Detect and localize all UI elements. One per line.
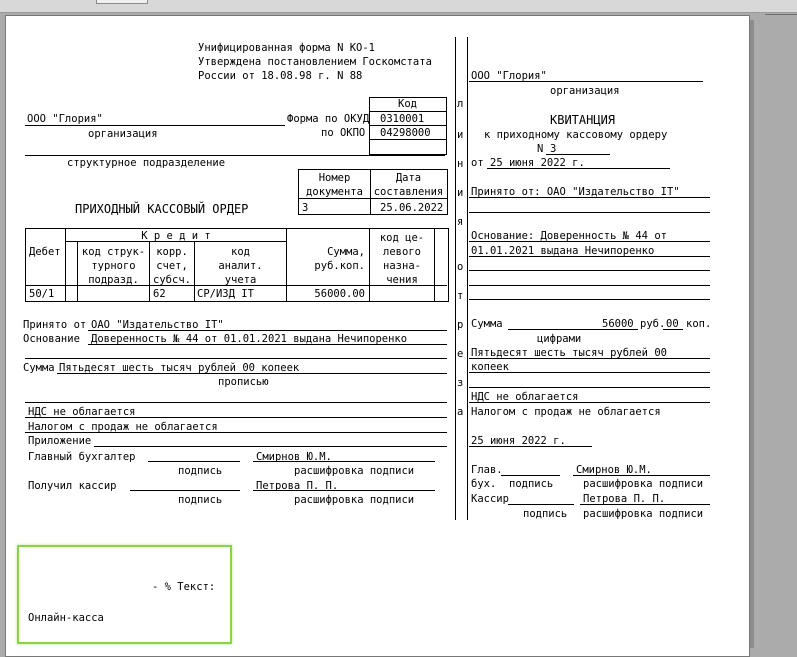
receipt-number-underline: [546, 154, 610, 155]
col-target-2: левого: [383, 246, 421, 258]
cut-letter-1: л: [457, 98, 464, 110]
doc-date-header-1: Дата: [395, 172, 422, 184]
receipt-org-underline: [469, 81, 703, 82]
text-box-line2: Онлайн-касса: [28, 612, 104, 624]
receipt-kop-underline: [663, 329, 683, 330]
receipt-sum-label: Сумма: [471, 318, 503, 330]
col-analit-2: аналит.: [218, 260, 263, 272]
okud-label: Форма по ОКУД: [287, 113, 370, 125]
online-kassa-text-box[interactable]: [17, 545, 232, 644]
chief-name-line: [253, 461, 435, 462]
col-corr-2: счет,: [156, 260, 188, 272]
doc-date: 25.06.2022: [380, 202, 444, 214]
receipt-underline: [469, 372, 710, 373]
cashier-label: Получил кассир: [28, 480, 117, 492]
receipt-sum-rub: 56000: [602, 318, 634, 330]
receipt-cashier-name: Петрова П. П.: [583, 493, 666, 505]
okud-value: 0310001: [380, 113, 425, 125]
row-analit: СР/ИЗД IT: [197, 288, 254, 300]
receipt-underline: [469, 387, 710, 388]
receipt-chief-name: Смирнов Ю.М.: [576, 464, 652, 476]
codes-divider: [369, 111, 446, 112]
document-title: ПРИХОДНЫЙ КАССОВЫЙ ОРДЕР: [75, 202, 249, 216]
receipt-org-name: ООО "Глория": [471, 70, 547, 82]
receipt-cashier-label: Кассир: [471, 493, 509, 505]
organization-caption: организация: [88, 128, 158, 140]
receipt-chief-sign-line: [501, 475, 560, 476]
cut-line-left: [455, 37, 456, 520]
col-target-1: код це-: [379, 232, 425, 244]
sales-tax-underline: [25, 432, 447, 433]
receipt-chief-name-line: [573, 475, 710, 476]
toolbar-button[interactable]: [96, 0, 148, 4]
doc-box-divider: [298, 198, 447, 199]
chief-signature-caption: подпись: [178, 465, 223, 477]
col-analit-3: учета: [224, 274, 257, 286]
cut-letter-8: р: [457, 319, 464, 331]
cut-letter-10: з: [457, 377, 464, 389]
page-edge-line: [765, 14, 797, 25]
col-subdiv-1: код струк-: [81, 246, 146, 258]
debit-header: Дебет: [29, 246, 61, 258]
attachment-label: Приложение: [28, 435, 92, 447]
kod-label: Код: [398, 98, 417, 110]
col-sum-2: руб.коп.: [314, 260, 365, 272]
cashier-signature-caption: подпись: [178, 494, 223, 506]
receipt-chief-decode-caption: расшифровка подписи: [583, 478, 704, 490]
row-sum: 56000.00: [314, 288, 365, 300]
receipt-rub-label: руб.: [640, 318, 666, 330]
organization-underline: [25, 125, 285, 126]
vat-underline: [25, 417, 447, 418]
receipt-cashier-sign-caption: подпись: [523, 508, 568, 520]
receipt-underline: [469, 212, 710, 213]
blank-underline: [25, 358, 447, 359]
receipt-cashier-name-line: [580, 504, 710, 505]
codes-divider: [369, 139, 446, 140]
blank-underline: [25, 402, 447, 403]
receipt-chief-label1: Глав.: [471, 464, 503, 476]
receipt-title: КВИТАНЦИЯ: [550, 113, 616, 127]
chief-accountant-name: Смирнов Ю.М.: [256, 451, 332, 463]
col-corr-1: корр.: [156, 246, 188, 258]
words-caption: прописью: [218, 376, 269, 388]
receipt-underline: [469, 299, 710, 300]
receipt-date-underline: [487, 168, 670, 169]
sales-tax-text: Налогом с продаж не облагается: [28, 421, 218, 433]
vat-text: НДС не облагается: [28, 406, 136, 418]
col-subdiv-3: подразд.: [88, 274, 139, 286]
cut-letter-7: т: [457, 290, 464, 302]
cut-line-right: [467, 37, 468, 520]
cashier-name-line: [253, 490, 435, 491]
sum-label: Сумма: [23, 362, 55, 374]
col-target-3: назна-: [383, 260, 421, 272]
receipt-underline: [469, 241, 710, 242]
sum-underline: [57, 373, 447, 374]
receipt-basis-line1: Основание: Доверенность № 44 от: [471, 230, 667, 242]
cashier-signature-line: [130, 490, 240, 491]
receipt-vat: НДС не облагается: [471, 391, 579, 403]
receipt-underline: [469, 270, 710, 271]
cut-letter-3: н: [457, 158, 464, 170]
receipt-digits-caption: цифрами: [537, 333, 582, 345]
receipt-basis-line2: 01.01.2021 выдана Нечипоренко: [471, 245, 655, 257]
receipt-underline: [469, 285, 710, 286]
receipt-chief-sign-caption: подпись: [509, 478, 554, 490]
receipt-kop-label: коп.: [686, 318, 712, 330]
subdivision-caption: структурное подразделение: [67, 157, 226, 169]
okpo-label: по ОКПО: [321, 127, 366, 139]
receipt-sum-kop: 00: [666, 318, 679, 330]
cut-letter-9: е: [457, 348, 464, 360]
receipt-date: 25 июня 2022 г.: [490, 157, 585, 169]
receipt-cashier-sign-line: [508, 504, 574, 505]
receipt-subtitle: к приходному кассовому ордеру: [484, 129, 668, 141]
receipt-sign-date: 25 июня 2022 г.: [471, 435, 566, 447]
received-from-underline: [88, 330, 447, 331]
col-sum-1: Сумма,: [327, 246, 365, 258]
cashier-decode-caption: расшифровка подписи: [294, 494, 415, 506]
received-from-label: Принято от: [23, 319, 87, 331]
form-header-line3: России от 18.08.98 г. N 88: [198, 70, 363, 82]
cut-letter-11: а: [457, 406, 464, 418]
form-header-line1: Унифицированная форма N КО-1: [198, 42, 376, 54]
row-corr: 62: [153, 288, 166, 300]
codes-divider: [369, 125, 446, 126]
receipt-words-line1: Пятьдесят шесть тысяч рублей 00: [471, 347, 667, 359]
okpo-value: 04298000: [380, 127, 431, 139]
receipt-number: 3: [550, 143, 557, 155]
chief-accountant-label: Главный бухгалтер: [28, 451, 136, 463]
cut-letter-4: и: [457, 187, 464, 199]
col-subdiv-2: турного: [91, 260, 136, 272]
row-debit: 50/1: [29, 288, 55, 300]
cashier-name: Петрова П. П.: [256, 480, 339, 492]
receipt-org-caption: организация: [550, 85, 620, 97]
receipt-underline: [469, 256, 710, 257]
attachment-underline: [94, 446, 447, 447]
credit-header: К р е д и т: [141, 230, 211, 242]
cut-letter-5: я: [457, 216, 464, 228]
receipt-received-line: Принято от: ОАО "Издательство IT": [471, 186, 680, 198]
col-corr-3: субсч.: [153, 274, 191, 286]
organization-name: ООО "Глория": [27, 113, 103, 125]
receipt-cashier-decode-caption: расшифровка подписи: [583, 508, 704, 520]
receipt-date-prefix: от: [471, 157, 484, 169]
receipt-underline: [469, 358, 710, 359]
doc-number: 3: [302, 202, 309, 214]
receipt-words-line2: копеек: [471, 361, 509, 373]
cut-letter-2: и: [457, 129, 464, 141]
text-box-line1: - % Текст:: [152, 581, 216, 593]
receipt-underline: [469, 197, 710, 198]
col-analit-1: код: [231, 246, 250, 258]
receipt-underline: [469, 402, 710, 403]
chief-decode-caption: расшифровка подписи: [294, 465, 415, 477]
table-vline: [434, 228, 435, 301]
receipt-sales-tax: Налогом с продаж не облагается: [471, 406, 661, 418]
receipt-number-label: N: [537, 143, 544, 155]
receipt-date-sign-underline: [469, 446, 592, 447]
doc-number-header-2: документа: [306, 186, 363, 198]
form-header-line2: Утверждена постановлением Госкомстата: [198, 56, 432, 68]
chief-signature-line: [148, 461, 240, 462]
sum-words: Пятьдесят шесть тысяч рублей 00 копеек: [59, 362, 300, 374]
cut-letter-6: о: [457, 261, 464, 273]
doc-date-header-2: составления: [373, 186, 444, 198]
receipt-sum-underline: [508, 329, 638, 330]
basis-label: Основание: [23, 333, 80, 345]
window-top-bar: [0, 0, 797, 13]
doc-number-header-1: Номер: [318, 172, 351, 184]
basis-value: Доверенность № 44 от 01.01.2021 выдана Нечипоренко: [91, 333, 408, 345]
basis-underline: [88, 344, 447, 345]
subdivision-underline: [25, 155, 445, 156]
receipt-chief-label2: бух.: [471, 478, 497, 490]
col-target-4: чения: [386, 274, 418, 286]
received-from-value: ОАО "Издательство IT": [91, 319, 224, 331]
